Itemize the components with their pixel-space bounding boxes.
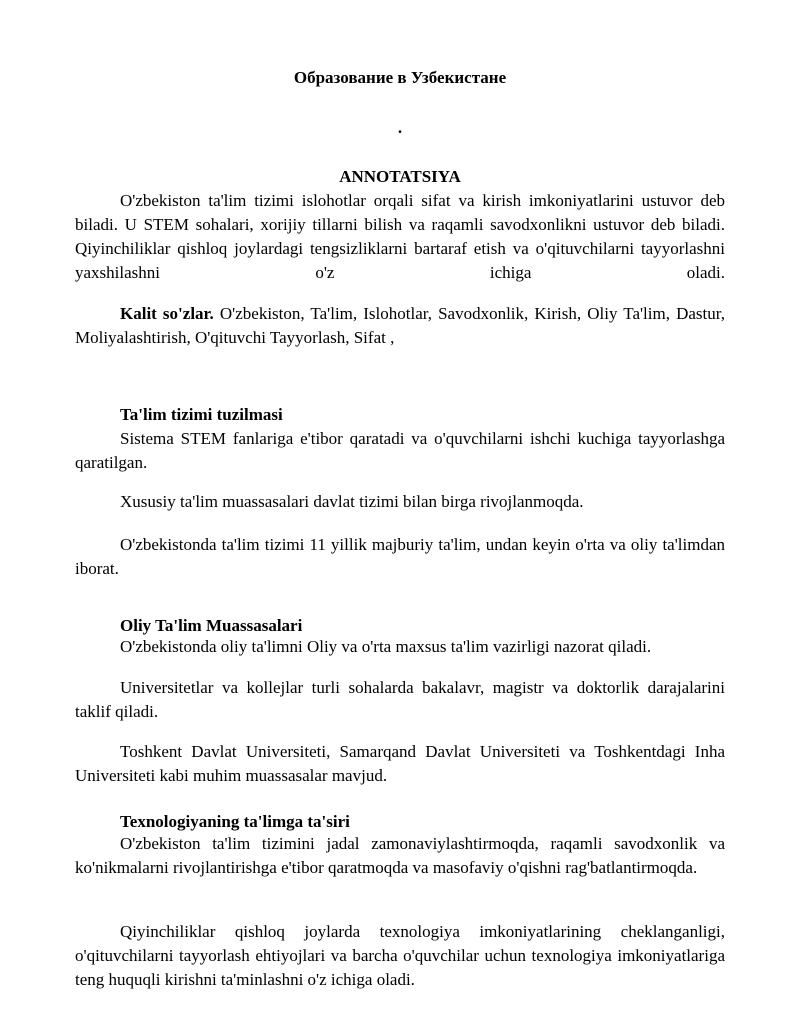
section-heading-technology: Texnologiyaning ta'limga ta'siri: [120, 812, 350, 831]
section-paragraph: Sistema STEM fanlariga e'tibor qaratadi va o'quvchilarni ishchi kuchiga tayyorlashga qaratilgan.: [75, 429, 725, 472]
section-paragraph: Xususiy ta'lim muassasalari davlat tizimi bilan birga rivojlanmoqda.: [120, 492, 584, 511]
keywords-text: O'zbekiston, Ta'lim, Islohotlar, Savodxonlik, Kirish, Oliy Ta'lim, Dastur, Moliyalashtirish, O'qituvchi Tayyorlash, Sifat ,: [75, 304, 725, 347]
section-heading-structure: Ta'lim tizimi tuzilmasi: [120, 405, 283, 424]
keywords-paragraph: [75, 302, 725, 350]
document-title: Образование в Узбекистане: [293, 68, 507, 87]
annotation-paragraph: O'zbekiston ta'lim tizimi islohotlar orqali sifat va kirish imkoniyatlarini ustuvor deb biladi. U STEM sohalari, xorijiy tillarni bilish va raqamli savodxonlikni ustuvor deb biladi. Qiyinchiliklar qishloq joylardagi tengsizliklarni bartaraf etish va o'qituvchilarni tayyorlashni yaxshilashni o'z ichiga oladi.: [75, 191, 725, 282]
title-separator-dot: .: [397, 118, 403, 137]
section-paragraph: Qiyinchiliklar qishloq joylarda texnologiya imkoniyatlarining cheklanganligi, o'qituvchilarni tayyorlash ehtiyojlari va barcha o'quvchilar uchun texnologiya imkoniyatlariga teng huquqli kirishni ta'minlashni o'z ichiga oladi.: [75, 922, 725, 989]
section-paragraph: Universitetlar va kollejlar turli sohalarda bakalavr, magistr va doktorlik darajalarini taklif qiladi.: [75, 678, 725, 721]
section-paragraph: O'zbekiston ta'lim tizimini jadal zamonaviylashtirmoqda, raqamli savodxonlik va ko'nikmalarni rivojlantirishga e'tibor qaratmoqda va masofaviy o'qishni rag'batlantirmoqda.: [75, 834, 725, 877]
keywords-label: Kalit so'zlar.: [120, 304, 214, 323]
section-heading-higher-education: Oliy Ta'lim Muassasalari: [120, 616, 303, 635]
section-paragraph: O'zbekistonda ta'lim tizimi 11 yillik majburiy ta'lim, undan keyin o'rta va oliy ta'limdan iborat.: [75, 535, 725, 578]
section-paragraph: Toshkent Davlat Universiteti, Samarqand Davlat Universiteti va Toshkentdagi Inha Universiteti kabi muhim muassasalar mavjud.: [75, 742, 725, 785]
section-paragraph: O'zbekistonda oliy ta'limni Oliy va o'rta maxsus ta'lim vazirligi nazorat qiladi.: [120, 637, 652, 656]
annotation-heading: ANNOTATSIYA: [339, 167, 461, 186]
